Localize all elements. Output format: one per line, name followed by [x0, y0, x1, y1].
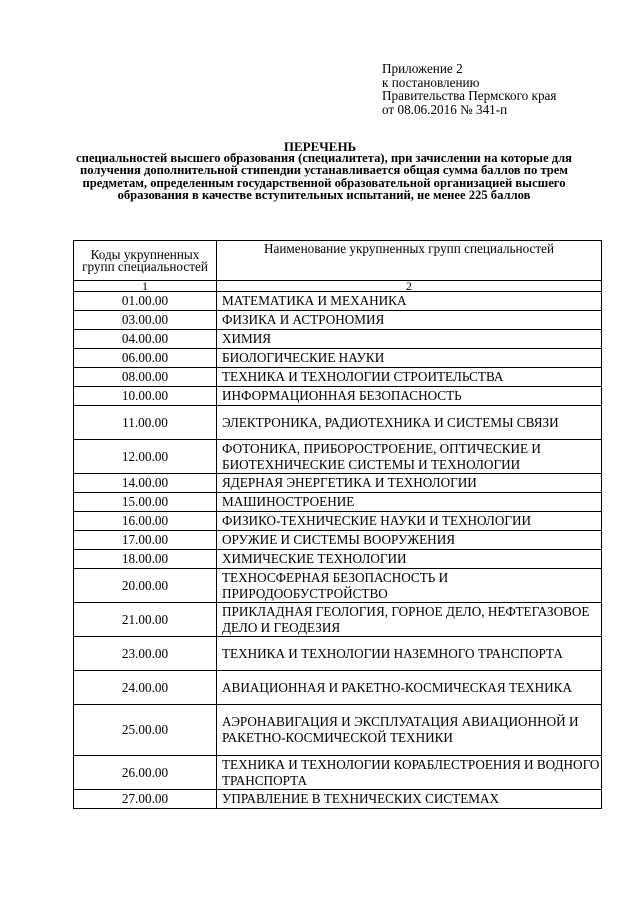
specialty-name: ИНФОРМАЦИОННАЯ БЕЗОПАСНОСТЬ	[217, 387, 602, 406]
table-row	[74, 292, 602, 311]
specialties-table	[73, 240, 602, 809]
specialty-name: ФИЗИКА И АСТРОНОМИЯ	[217, 311, 602, 330]
specialty-name: ТЕХНИКА И ТЕХНОЛОГИИ НАЗЕМНОГО ТРАНСПОРТА	[217, 637, 602, 671]
specialty-code: 10.00.00	[74, 387, 217, 406]
specialty-code: 06.00.00	[74, 349, 217, 368]
specialty-name: МАШИНОСТРОЕНИЕ	[217, 493, 602, 512]
table-row	[74, 637, 602, 671]
table-row	[74, 550, 602, 569]
table-row	[74, 493, 602, 512]
specialty-name: ХИМИЧЕСКИЕ ТЕХНОЛОГИИ	[217, 550, 602, 569]
specialty-code: 01.00.00	[74, 292, 217, 311]
column-number-2: 2	[217, 281, 602, 292]
specialty-name: ЯДЕРНАЯ ЭНЕРГЕТИКА И ТЕХНОЛОГИИ	[217, 474, 602, 493]
specialty-code: 23.00.00	[74, 637, 217, 671]
table-row	[74, 603, 602, 637]
specialty-name: ЭЛЕКТРОНИКА, РАДИОТЕХНИКА И СИСТЕМЫ СВЯЗИ	[217, 406, 602, 440]
specialty-code: 04.00.00	[74, 330, 217, 349]
table-row	[74, 671, 602, 705]
specialty-name: ПРИКЛАДНАЯ ГЕОЛОГИЯ, ГОРНОЕ ДЕЛО, НЕФТЕГАЗОВОЕ ДЕЛО И ГЕОДЕЗИЯ	[217, 603, 602, 637]
specialty-name: УПРАВЛЕНИЕ В ТЕХНИЧЕСКИХ СИСТЕМАХ	[217, 790, 602, 809]
specialty-name: ОРУЖИЕ И СИСТЕМЫ ВООРУЖЕНИЯ	[217, 531, 602, 550]
specialty-code: 12.00.00	[74, 440, 217, 474]
specialty-name: ТЕХНИКА И ТЕХНОЛОГИИ КОРАБЛЕСТРОЕНИЯ И ВОДНОГО ТРАНСПОРТА	[217, 756, 602, 790]
specialty-name: БИОЛОГИЧЕСКИЕ НАУКИ	[217, 349, 602, 368]
table-row	[74, 349, 602, 368]
appendix-header	[382, 62, 556, 116]
table-row	[74, 531, 602, 550]
specialty-code: 18.00.00	[74, 550, 217, 569]
specialty-code: 26.00.00	[74, 756, 217, 790]
specialty-code: 24.00.00	[74, 671, 217, 705]
specialty-code: 03.00.00	[74, 311, 217, 330]
table-row	[74, 705, 602, 756]
specialty-code: 11.00.00	[74, 406, 217, 440]
specialty-name: ХИМИЯ	[217, 330, 602, 349]
specialty-code: 21.00.00	[74, 603, 217, 637]
specialty-name: АЭРОНАВИГАЦИЯ И ЭКСПЛУАТАЦИЯ АВИАЦИОННОЙ И РАКЕТНО-КОСМИЧЕСКОЙ ТЕХНИКИ	[217, 705, 602, 756]
appendix-label: Приложение 2	[382, 61, 463, 76]
table-row	[74, 387, 602, 406]
table-row	[74, 474, 602, 493]
specialty-code: 25.00.00	[74, 705, 217, 756]
table-row	[74, 406, 602, 440]
column-number-row	[74, 281, 602, 292]
table-row	[74, 512, 602, 531]
resolution-ref: к постановлению	[382, 74, 480, 90]
column-number-1: 1	[74, 281, 217, 292]
specialty-code: 27.00.00	[74, 790, 217, 809]
table-row	[74, 311, 602, 330]
document-subtitle: специальностей высшего образования (специалитета), при зачислении на которые для получения дополнительной стипендии устанавливается общая сумма баллов по трем предметам, определенным государственной образовательной организацией высшего образования в качестве вступительных испытаний, не менее 225 баллов	[75, 151, 572, 203]
specialty-name: ТЕХНИКА И ТЕХНОЛОГИИ СТРОИТЕЛЬСТВА	[217, 368, 602, 387]
specialty-name: ФИЗИКО-ТЕХНИЧЕСКИЕ НАУКИ И ТЕХНОЛОГИИ	[217, 512, 602, 531]
specialty-code: 15.00.00	[74, 493, 217, 512]
specialty-name: АВИАЦИОННАЯ И РАКЕТНО-КОСМИЧЕСКАЯ ТЕХНИКА	[217, 671, 602, 705]
table-row	[74, 790, 602, 809]
specialty-code: 08.00.00	[74, 368, 217, 387]
column-header-codes: Коды укрупненных групп специальностей	[74, 241, 217, 281]
table-row	[74, 330, 602, 349]
specialty-code: 20.00.00	[74, 569, 217, 603]
government-ref: Правительства Пермского края	[382, 88, 557, 103]
specialty-code: 16.00.00	[74, 512, 217, 531]
table-row	[74, 569, 602, 603]
table-row	[74, 368, 602, 387]
table-row	[74, 440, 602, 474]
document-title: ПЕРЕЧЕНЬ	[283, 139, 357, 154]
specialty-name: ФОТОНИКА, ПРИБОРОСТРОЕНИЕ, ОПТИЧЕСКИЕ И БИОТЕХНИЧЕСКИЕ СИСТЕМЫ И ТЕХНОЛОГИИ	[217, 440, 602, 474]
specialty-name: МАТЕМАТИКА И МЕХАНИКА	[217, 292, 602, 311]
table-header-row	[74, 241, 602, 281]
specialty-code: 17.00.00	[74, 531, 217, 550]
specialty-code: 14.00.00	[74, 474, 217, 493]
specialty-name: ТЕХНОСФЕРНАЯ БЕЗОПАСНОСТЬ И ПРИРОДООБУСТРОЙСТВО	[217, 569, 602, 603]
resolution-date: от 08.06.2016 № 341-п	[382, 101, 508, 117]
column-header-names: Наименование укрупненных групп специальностей	[217, 241, 602, 281]
table-row	[74, 756, 602, 790]
